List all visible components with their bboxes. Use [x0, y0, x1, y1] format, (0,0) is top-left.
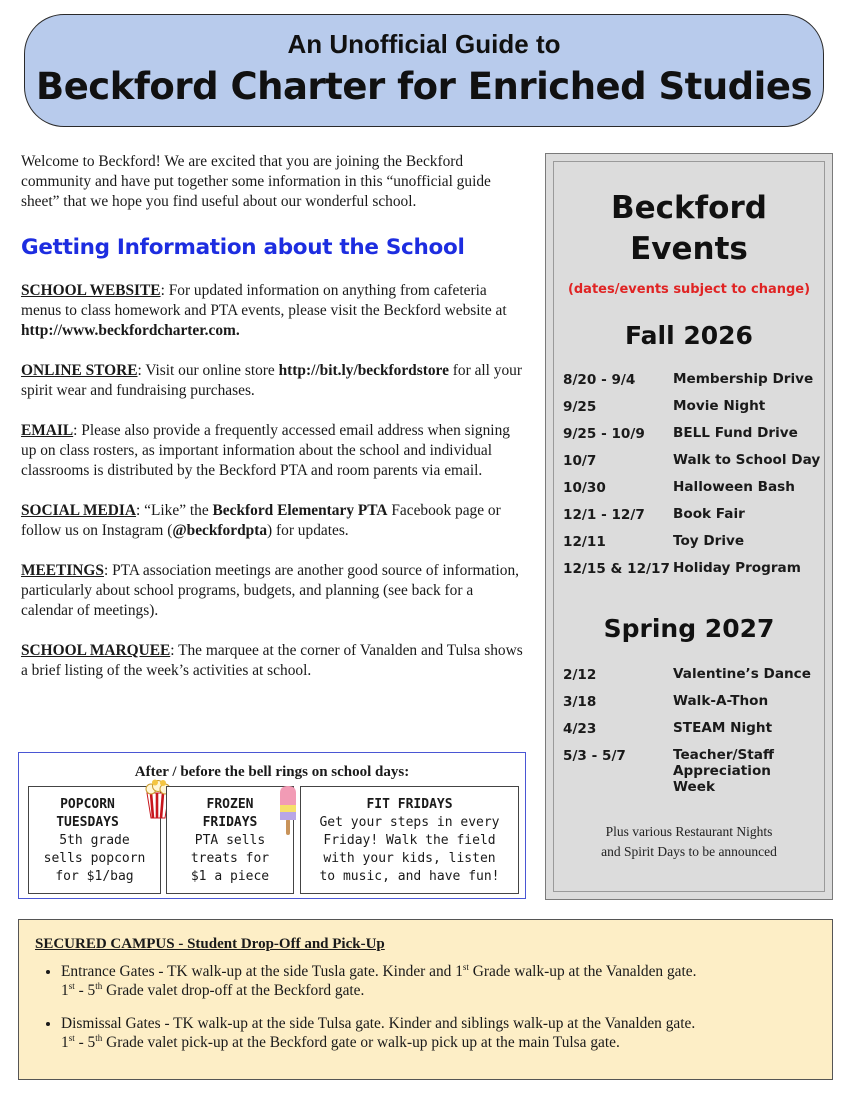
website-section: SCHOOL WEBSITE: For updated information on anything from cafeteria menus to class homework and PTA events, please visit the Beckford website at http://www.beckfordcharter.com. — [21, 282, 507, 339]
event-row: 3/18 Walk-A-Thon — [563, 693, 769, 710]
instagram-handle: @beckfordpta — [172, 522, 268, 539]
welcome-text: Welcome to Beckford! We are excited that you are joining the Beckford community and have put together some information in this “unofficial guide sheet” that we hope you find useful about our wonderful school. — [21, 153, 491, 210]
entrance-gates-item: • Entrance Gates - TK walk-up at the side Tusla gate. Kinder and 1st Grade walk-up at the Vanalden gate. 1st - 5th Grade valet drop-off at the Beckford gate. — [61, 962, 841, 1000]
email-section: EMAIL: Please also provide a frequently accessed email address when signing up on class rosters, as important information about the school and individual classrooms is distributed by the Beckford PTA and room parents via email. — [21, 422, 510, 479]
spring-title: Spring 2027 — [603, 614, 775, 643]
fit-fridays-card: FIT FRIDAYS Get your steps in every Friday! Walk the field with your kids, listen to music, and have fun! — [300, 786, 519, 894]
meetings-label: MEETINGS — [21, 562, 104, 579]
event-row: 12/1 - 12/7 Book Fair — [563, 506, 745, 523]
website-label: SCHOOL WEBSITE — [21, 282, 161, 299]
bell-title: After / before the bell rings on school days: — [134, 764, 410, 780]
marquee-section: SCHOOL MARQUEE: The marquee at the corner of Vanalden and Tulsa shows a brief listing of the week’s activities at school. — [21, 642, 523, 679]
events-note: (dates/events subject to change) — [567, 282, 811, 297]
secured-campus-box — [18, 919, 833, 1080]
spring-events-list — [554, 666, 824, 807]
event-row: 2/12 Valentine’s Dance — [563, 666, 811, 683]
event-row: 10/30 Halloween Bash — [563, 479, 795, 496]
events-title: Beckford Events — [611, 190, 767, 267]
event-row: 12/11 Toy Drive — [563, 533, 745, 550]
event-row: 4/23 STEAM Night — [563, 720, 773, 737]
fall-title: Fall 2026 — [625, 321, 753, 350]
event-row: 5/3 - 5/7 Teacher/Staff Appreciation Week — [563, 747, 774, 795]
info-column — [21, 152, 527, 701]
meetings-section: MEETINGS: PTA association meetings are another good source of information, particularly about school programs, budgets, and planning (see back for a calendar of meetings). — [21, 562, 520, 619]
store-label: ONLINE STORE — [21, 362, 138, 379]
website-link[interactable]: http://www.beckfordcharter.com. — [21, 322, 240, 339]
email-label: EMAIL — [21, 422, 74, 439]
social-section: SOCIAL MEDIA: “Like” the Beckford Elementary PTA Facebook page or follow us on Instagram (@beckfordpta) for updates. — [21, 502, 501, 539]
frozen-card: FROZEN FRIDAYS PTA sells treats for $1 a piece — [166, 786, 294, 894]
marquee-label: SCHOOL MARQUEE — [21, 642, 171, 659]
social-label: SOCIAL MEDIA — [21, 502, 137, 519]
popsicle-icon — [279, 785, 297, 837]
header-subtitle: An Unofficial Guide to — [287, 29, 561, 59]
popcorn-card: POPCORN TUESDAYS 5th grade sells popcorn for $1/bag — [28, 786, 161, 894]
header-title: Beckford Charter for Enriched Studies — [36, 65, 812, 108]
info-heading: Getting Information about the School — [21, 235, 465, 260]
secured-title: SECURED CAMPUS - Student Drop-Off and Pick-Up — [35, 936, 385, 952]
event-row: 10/7 Walk to School Day — [563, 452, 821, 469]
event-row: 9/25 - 10/9 BELL Fund Drive — [563, 425, 798, 442]
secured-list — [39, 962, 841, 1066]
store-link[interactable]: http://bit.ly/beckfordstore — [278, 362, 449, 379]
bell-activities-box — [18, 752, 526, 899]
event-row: 12/15 & 12/17 Holiday Program — [563, 560, 801, 577]
store-section: ONLINE STORE: Visit our online store http://bit.ly/beckfordstore for all your spirit wear and fundraising purchases. — [21, 362, 523, 399]
fall-events-list — [554, 371, 824, 587]
page-header — [24, 14, 824, 127]
events-sidebar — [545, 153, 833, 900]
event-row: 9/25 Movie Night — [563, 398, 766, 415]
event-row: 8/20 - 9/4 Membership Drive — [563, 371, 814, 388]
pta-name: Beckford Elementary PTA — [212, 502, 388, 519]
events-footnote: Plus various Restaurant Nights and Spirit Days to be announced — [601, 824, 777, 859]
dismissal-gates-item: • Dismissal Gates - TK walk-up at the side Tulsa gate. Kinder and siblings walk-up at the Vanalden gate. 1st - 5th Grade valet pick-up at the Beckford gate or walk-up pick up at the main Tulsa gate. — [61, 1014, 841, 1052]
